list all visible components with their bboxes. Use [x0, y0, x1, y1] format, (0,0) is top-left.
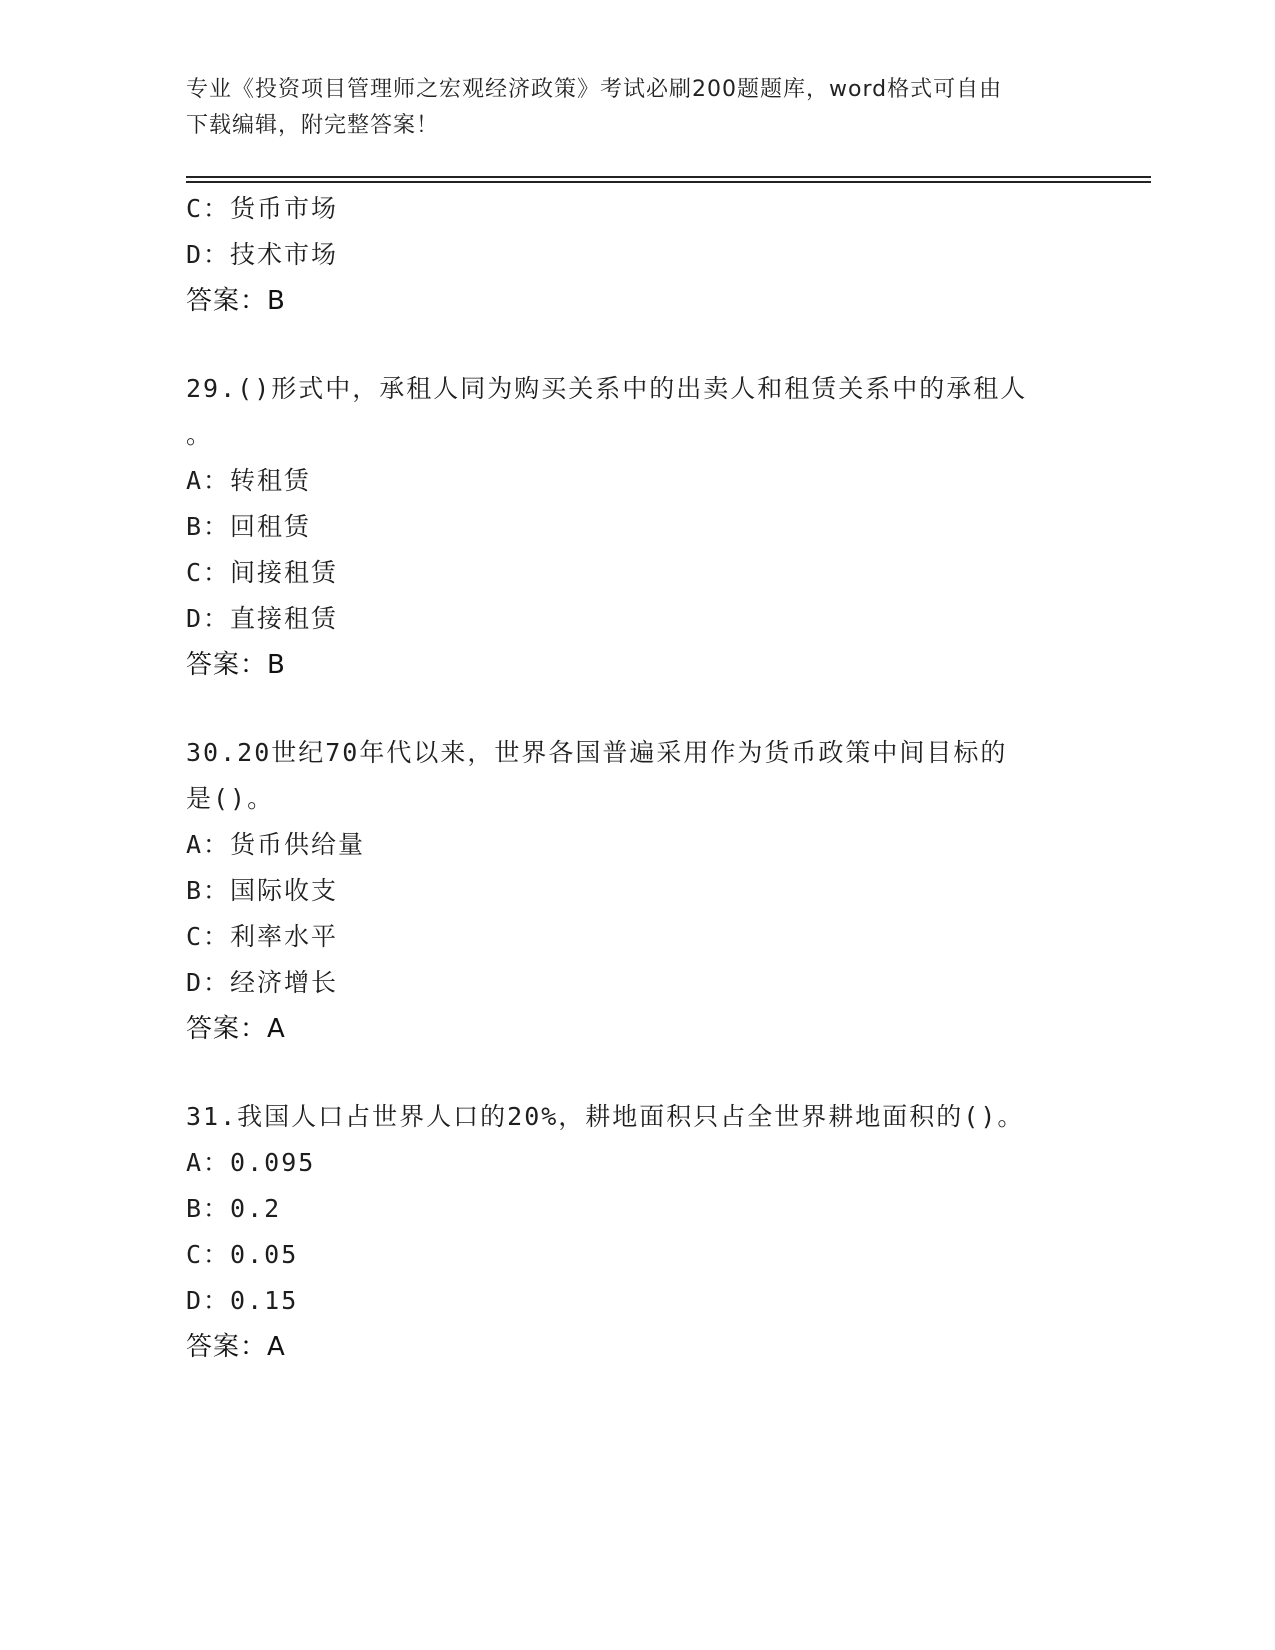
option-a: A：转租赁: [186, 466, 312, 495]
question-stem: [186, 1094, 1066, 1140]
answer-line: 答案：B: [186, 286, 286, 316]
question-stem: [186, 366, 1066, 458]
option-d: D：技术市场: [186, 240, 339, 269]
option-b: B：国际收支: [186, 876, 339, 905]
header-line: 专业《投资项目管理师之宏观经济政策》考试必刷200题题库，word格式可自由: [186, 77, 1003, 102]
question-31: [186, 1094, 1086, 1370]
option-d: D：直接租赁: [186, 604, 339, 633]
option-a: A：0.095: [186, 1148, 316, 1177]
question-list: [186, 186, 1086, 1370]
option-c: C：间接租赁: [186, 558, 339, 587]
option-b: B：回租赁: [186, 512, 312, 541]
option-a: A：货币供给量: [186, 830, 366, 859]
option-c: C：利率水平: [186, 922, 339, 951]
answer-line: 答案：B: [186, 650, 286, 680]
stem-line: 。: [186, 420, 214, 449]
option-d: D：0.15: [186, 1286, 299, 1315]
question-continuation: [186, 186, 1086, 324]
question-stem: [186, 730, 1066, 822]
stem-line: 30.20世纪70年代以来，世界各国普遍采用作为货币政策中间目标的: [186, 738, 1008, 767]
stem-line: 29.()形式中，承租人同为购买关系中的出卖人和租赁关系中的承租人: [186, 374, 1028, 403]
option-c: C：0.05: [186, 1240, 299, 1269]
question-30: [186, 730, 1086, 1052]
option-b: B：0.2: [186, 1194, 282, 1223]
stem-line: 是()。: [186, 784, 275, 813]
option-c: C：货币市场: [186, 194, 339, 223]
header-divider: [186, 181, 1151, 183]
document-header: [186, 72, 1066, 144]
answer-line: 答案：A: [186, 1332, 286, 1362]
header-divider: [186, 176, 1151, 178]
question-29: [186, 366, 1086, 688]
stem-line: 31.我国人口占世界人口的20%，耕地面积只占全世界耕地面积的()。: [186, 1102, 1025, 1131]
answer-line: 答案：A: [186, 1014, 286, 1044]
option-d: D：经济增长: [186, 968, 339, 997]
header-line: 下载编辑，附完整答案！: [186, 113, 440, 138]
